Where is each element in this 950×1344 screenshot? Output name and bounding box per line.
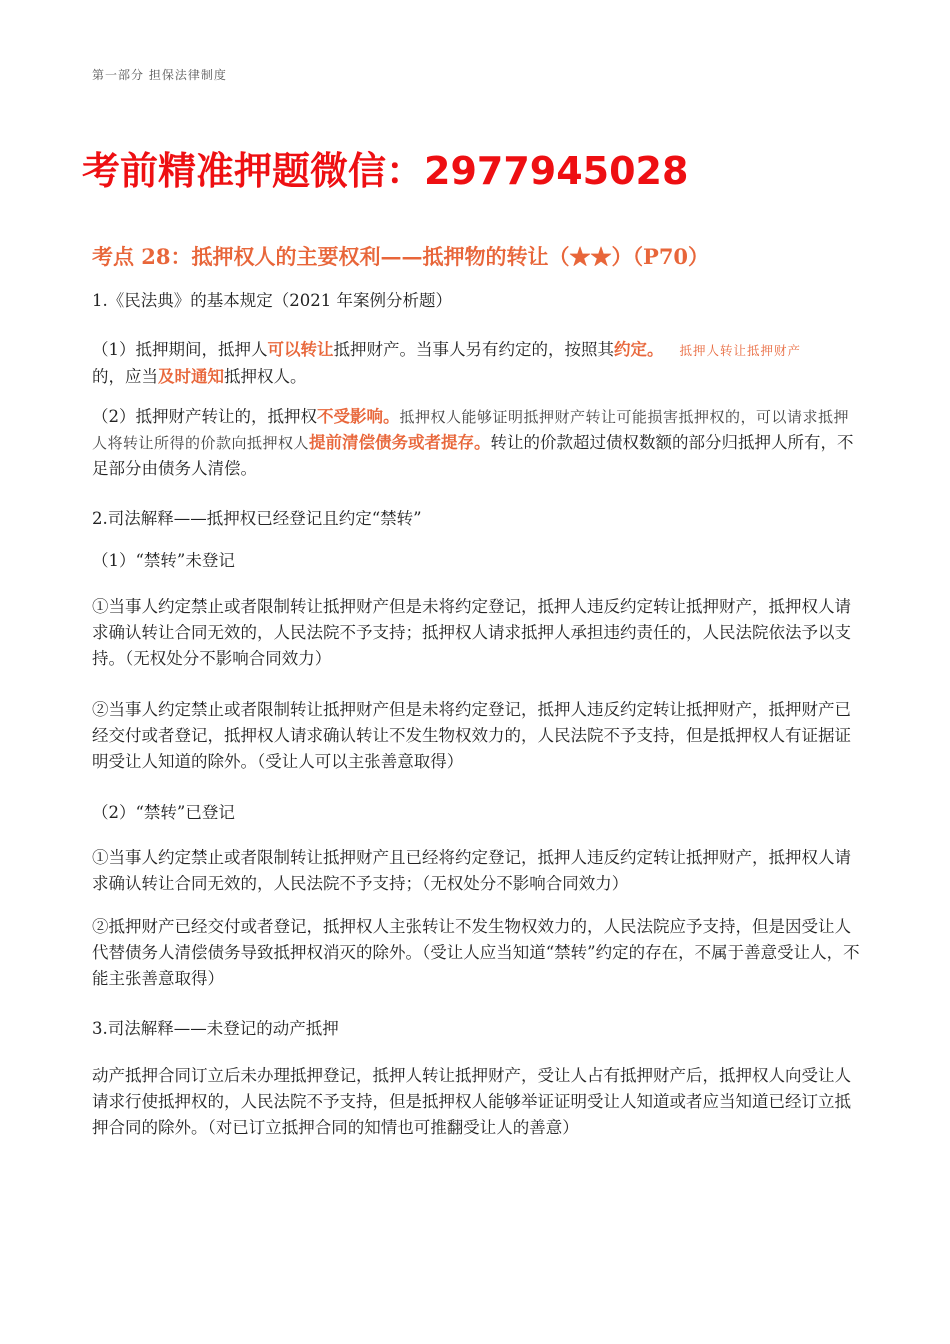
part2-heading: 2.司法解释——抵押权已经登记且约定“禁转” xyxy=(92,509,422,528)
part3-p1: 动产抵押合同订立后未办理抵押登记，抵押人转让抵押财产，受让人占有抵押财产后，抵押权人向受让人请求行使抵押权的，人民法院不予支持，但是抵押权人能够举证证明受让人知道或者应当知道已经订立抵押合同的除外。（对已订立抵押合同的知情也可推翻受让人的善意） xyxy=(92,1066,851,1137)
part2-sub2-p2: ②抵押财产已经交付或者登记，抵押权人主张转让不发生物权效力的，人民法院应予支持，但是因受让人代替债务人清偿债务导致抵押权消灭的除外。（受让人应当知道“禁转”约定的存在，不属于善意受让人，不能主张善意取得） xyxy=(92,917,860,988)
promo-banner: 考前精准押题微信：2977945028 xyxy=(82,149,689,193)
part2-sub2-p1: ①当事人约定禁止或者限制转让抵押财产且已经将约定登记，抵押人违反约定转让抵押财产，抵押权人请求确认转让合同无效的，人民法院不予支持；（无权处分不影响合同效力） xyxy=(92,848,851,893)
section-title: 考点 28：抵押权人的主要权利——抵押物的转让（★★）（P70） xyxy=(92,244,710,269)
part2-sub1-p2: ②当事人约定禁止或者限制转让抵押财产但是未将约定登记，抵押人违反约定转让抵押财产，抵押财产已经交付或者登记，抵押权人请求确认转让不发生物权效力的，人民法院不予支持，但是抵押权人有证据证明受让人知道的除外。（受让人可以主张善意取得） xyxy=(92,700,851,771)
part1-heading: 1.《民法典》的基本规定（2021 年案例分析题） xyxy=(92,291,452,310)
part2-sub2-heading: （2）“禁转”已登记 xyxy=(92,803,235,822)
part3-heading: 3.司法解释——未登记的动产抵押 xyxy=(92,1019,339,1038)
part2-sub1-p1: ①当事人约定禁止或者限制转让抵押财产但是未将约定登记，抵押人违反约定转让抵押财产，抵押权人请求确认转让合同无效的，人民法院不予支持；抵押权人请求抵押人承担违约责任的，人民法院依法予以支持。（无权处分不影响合同效力） xyxy=(92,597,851,668)
part2-sub1-heading: （1）“禁转”未登记 xyxy=(92,551,235,570)
running-header: 第一部分 担保法律制度 xyxy=(92,68,227,82)
part1-item2: （2）抵押财产转让的，抵押权不受影响。抵押权人能够证明抵押财产转让可能损害抵押权的，可以请求抵押人将转让所得的价款向抵押权人提前清偿债务或者提存。转让的价款超过债权数额的部分归抵押人所有，不足部分由债务人清偿。 xyxy=(92,407,854,478)
part1-item1: （1）抵押期间，抵押人可以转让抵押财产。当事人另有约定的，按照其约定。 抵押人转让抵押财产 的，应当及时通知抵押权人。 xyxy=(92,340,802,386)
margin-annotation: 抵押人转让抵押财产 xyxy=(679,343,802,358)
